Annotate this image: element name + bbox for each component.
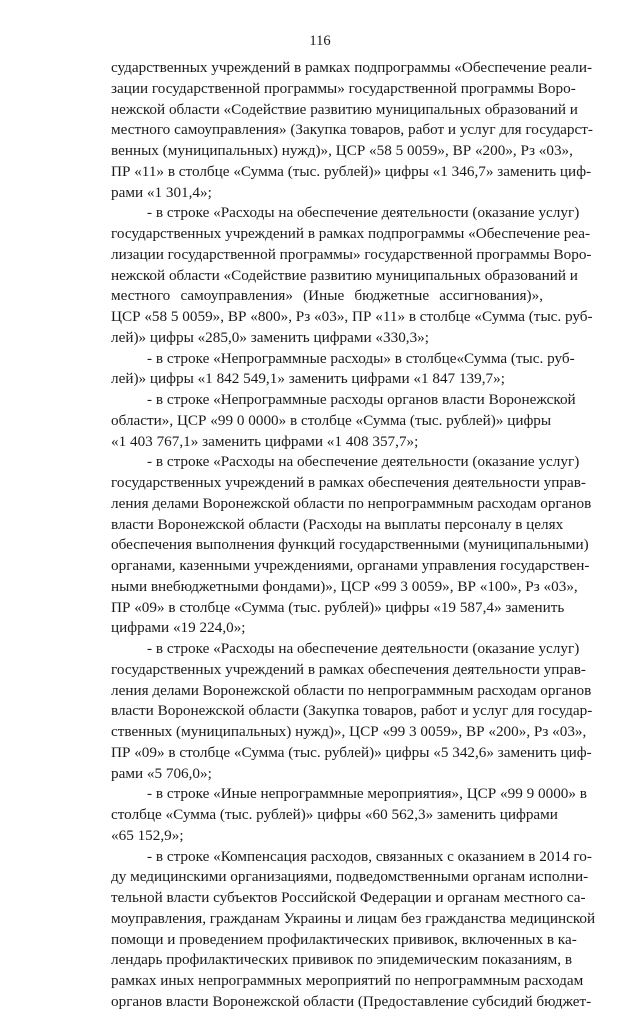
text-line: ПР «09» в столбце «Сумма (тыс. рублей)» цифры «19 587,4» заменить	[111, 598, 565, 616]
text-line: государственных учреждений в рамках обеспечения деятельности управ-	[111, 474, 586, 491]
text-line: ду медицинскими организациями, подведомственными органам исполни-	[111, 868, 589, 886]
text-line: ными внебюджетными фондами)», ЦСР «99 3 0059», ВР «100», Рз «03»,	[111, 577, 578, 595]
text-line: ления делами Воронежской области по непрограммным расходам органов	[111, 681, 592, 699]
text-line: рами «5 706,0»;	[111, 764, 212, 782]
text-line: области», ЦСР «99 0 0000» в столбце «Сумма (тыс. рублей)» цифры	[111, 411, 552, 429]
text-line: - в строке «Непрограммные расходы органов власти Воронежской	[147, 391, 576, 408]
text-line: - в строке «Расходы на обеспечение деятельности (оказание услуг)	[147, 204, 580, 222]
text-line: цифрами «19 224,0»;	[111, 619, 246, 637]
text-line: зации государственной программы» государственной программы Воро-	[111, 79, 576, 97]
text-line: лей)» цифры «285,0» заменить цифрами «330,3»;	[111, 328, 429, 346]
text-line: местного самоуправления» (Закупка товаров, работ и услуг для государст-	[111, 121, 593, 139]
text-line: венных (муниципальных) нужд)», ЦСР «58 5 0059», ВР «200», Рз «03»,	[111, 142, 573, 159]
text-line: обеспечения выполнения функций государственными (муниципальными)	[111, 536, 589, 554]
text-line: ПР «11» в столбце «Сумма (тыс. рублей)» цифры «1 346,7» заменить циф-	[111, 162, 592, 180]
text-line: сударственных учреждений в рамках подпрограммы «Обеспечение реали-	[111, 59, 593, 76]
text-line: ЦСР «58 5 0059», ВР «800», Рз «03», ПР «11» в столбце «Сумма (тыс. руб-	[111, 308, 593, 325]
text-line: ления делами Воронежской области по непрограммным расходам органов	[111, 494, 592, 512]
text-line: органами, казенными учреждениями, органами управления государствен-	[111, 557, 590, 574]
text-line: нежской области «Содействие развитию муниципальных образований и	[111, 266, 578, 284]
text-line: лизации государственной программы» государственной программы Воро-	[111, 245, 592, 263]
text-line: - в строке «Иные непрограммные мероприятия», ЦСР «99 9 0000» в	[147, 785, 587, 803]
body-text	[111, 58, 596, 1013]
page-number: 116	[309, 33, 331, 49]
text-line: моуправления, гражданам Украины и лицам без гражданства медицинской	[111, 909, 596, 927]
text-line: «65 152,9»;	[111, 826, 184, 844]
text-line: - в строке «Компенсация расходов, связанных с оказанием в 2014 го-	[147, 847, 592, 865]
text-line: государственных учреждений в рамках обеспечения деятельности управ-	[111, 660, 586, 678]
text-line: власти Воронежской области (Закупка товаров, работ и услуг для государ-	[111, 702, 593, 720]
text-line: лендарь профилактических прививок по эпидемическим показаниям, в	[111, 951, 573, 969]
text-line: рами «1 301,4»;	[111, 183, 212, 201]
text-line: тельной власти субъектов Российской Федерации и органам местного са-	[111, 889, 586, 906]
text-line: лей)» цифры «1 842 549,1» заменить цифрами «1 847 139,7»;	[111, 370, 505, 388]
text-line: местного самоуправления» (Иные бюджетные ассигнования)»,	[111, 287, 543, 305]
text-line: - в строке «Непрограммные расходы» в столбце«Сумма (тыс. руб-	[147, 349, 575, 367]
text-line: помощи и проведением профилактических прививок, включенных в ка-	[111, 930, 577, 948]
text-line: нежской области «Содействие развитию муниципальных образований и	[111, 100, 578, 118]
text-line: столбце «Сумма (тыс. рублей)» цифры «60 562,3» заменить цифрами	[111, 806, 558, 823]
text-line: - в строке «Расходы на обеспечение деятельности (оказание услуг)	[147, 640, 580, 657]
text-line: ПР «09» в столбце «Сумма (тыс. рублей)» цифры «5 342,6» заменить циф-	[111, 743, 592, 761]
text-line: ственных (муниципальных) нужд)», ЦСР «99 3 0059», ВР «200», Рз «03»,	[111, 723, 587, 740]
text-line: рамках иных непрограммных мероприятий по непрограммным расходам	[111, 972, 584, 989]
text-line: государственных учреждений в рамках подпрограммы «Обеспечение реа-	[111, 225, 591, 242]
text-line: - в строке «Расходы на обеспечение деятельности (оказание услуг)	[147, 453, 580, 471]
text-line: «1 403 767,1» заменить цифрами «1 408 357,7»;	[111, 432, 419, 450]
text-line: власти Воронежской области (Расходы на выплаты персоналу в целях	[111, 515, 564, 533]
text-line: органов власти Воронежской области (Предоставление субсидий бюджет-	[111, 992, 592, 1010]
